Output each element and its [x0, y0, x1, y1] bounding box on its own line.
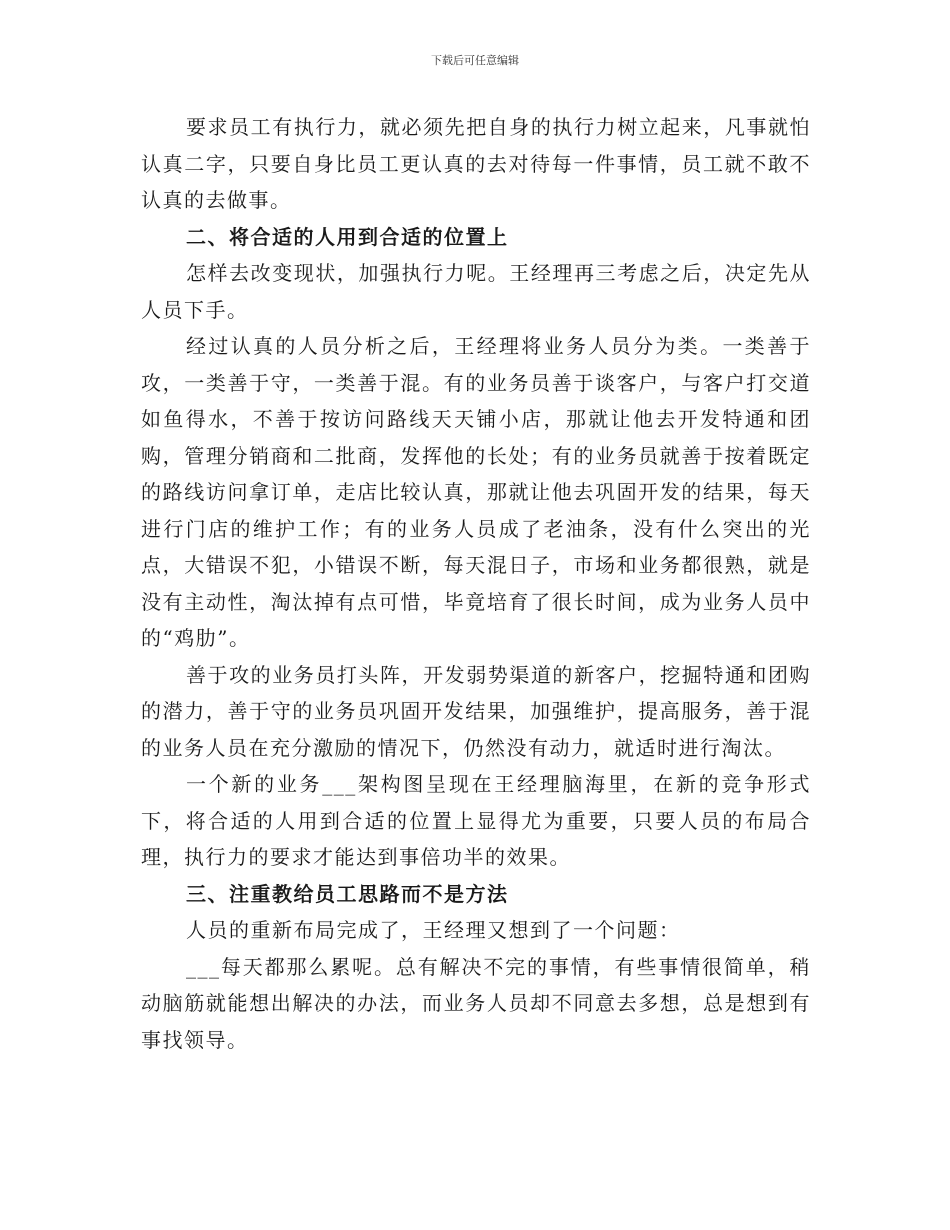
section-heading: 二、将合适的人用到合适的位置上 — [186, 224, 509, 249]
paragraph: 要求员工有执行力，就必须先把自身的执行力树立起来，凡事就怕认真二字，只要自身比员工更认真的去对待每一件事情，员工就不敢不认真的去做事。 — [141, 115, 811, 212]
paragraph: 一个新的业务___架构图呈现在王经理脑海里，在新的竞争形式下，将合适的人用到合适的位置上显得尤为重要，只要人员的布局合理，执行力的要求才能达到事倍功半的效果。 — [141, 772, 811, 869]
document-body — [141, 109, 811, 1058]
paragraph: 怎样去改变现状，加强执行力呢。王经理再三考虑之后，决定先从人员下手。 — [141, 261, 811, 322]
paragraph: ___每天都那么累呢。总有解决不完的事情，有些事情很简单，稍动脑筋就能想出解决的办法，而业务人员却不同意去多想，总是想到有事找领导。 — [141, 954, 811, 1052]
paragraph: 人员的重新布局完成了，王经理又想到了一个问题： — [186, 918, 681, 942]
paragraph: 善于攻的业务员打头阵，开发弱势渠道的新客户，挖掘特通和团购的潜力，善于守的业务员巩固开发结果，加强维护，提高服务，善于混的业务人员在充分激励的情况下，仍然没有动力，就适时进行淘汰。 — [141, 662, 811, 760]
header-note: 下载后可任意编辑 — [431, 54, 519, 67]
section-heading: 三、注重教给员工思路而不是方法 — [186, 881, 509, 906]
paragraph: 经过认真的人员分析之后，王经理将业务人员分为类。一类善于攻，一类善于守，一类善于混。有的业务员善于谈客户，与客户打交道如鱼得水，不善于按访问路线天天铺小店，那就让他去开发特通和团购，管理分销商和二批商，发挥他的长处；有的业务员就善于按着既定的路线访问拿订单，走店比较认真，那就让他去巩固开发的结果，每天进行门店的维护工作；有的业务人员成了老油条，没有什么突出的光点，大错误不犯，小错误不断，每天混日子，市场和业务都很熟，就是没有主动性，淘汰掉有点可惜，毕竟培育了很长时间，成为业务人员中的“鸡肋”。 — [141, 334, 811, 650]
